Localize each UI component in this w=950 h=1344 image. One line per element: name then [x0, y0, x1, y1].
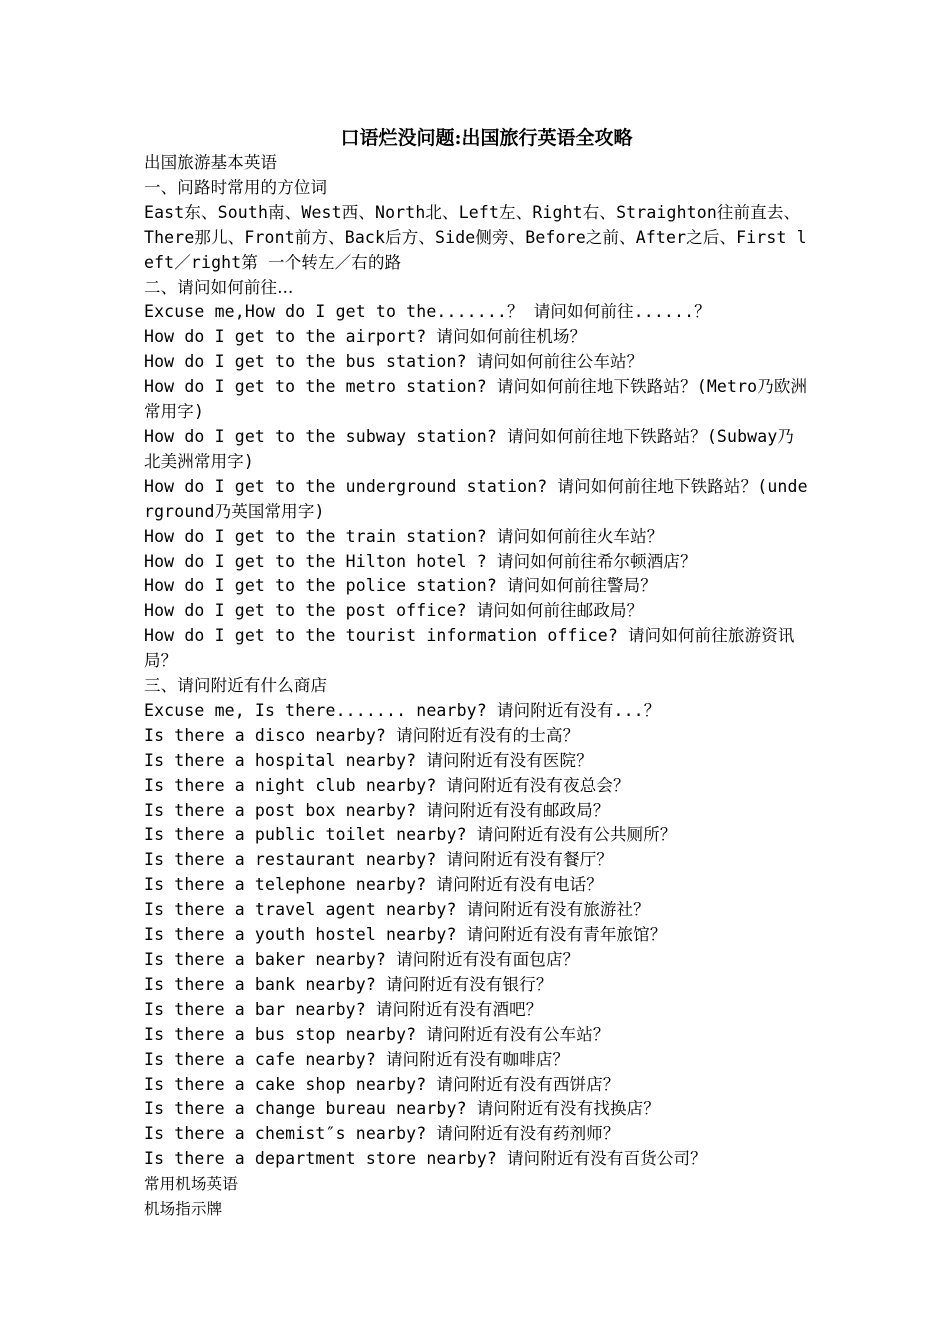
text-line: How do I get to the bus station? 请问如何前往公车站？	[144, 352, 644, 372]
text-line: How do I get to the tourist information office? 请问如何前往旅游资讯局？	[144, 626, 795, 671]
text-line: Is there a public toilet nearby? 请问附近有没有公共厕所？	[144, 825, 677, 845]
text-line: Is there a cake shop nearby? 请问附近有没有西饼店？	[144, 1074, 620, 1094]
text-line: Excuse me, Is there....... nearby? 请问附近有没有...？	[144, 700, 661, 720]
section-heading-directions: 一、问路时常用的方位词	[144, 177, 328, 197]
text-line: Is there a youth hostel nearby? 请问附近有没有青年旅馆？	[144, 925, 667, 945]
text-line: Is there a bus stop nearby? 请问附近有没有公车站？	[144, 1024, 610, 1044]
section-heading-basic: 出国旅游基本英语	[144, 153, 278, 172]
text-line: How do I get to the train station? 请问如何前往火车站？	[144, 526, 664, 546]
text-line: Excuse me,How do I get to the.......？ 请问如何前往......？	[144, 302, 711, 322]
direction-words-paragraph: East东、South南、West西、North北、Left左、Right右、Straighton往前直去、There那儿、Front前方、Back后方、Side侧旁、Before之前、After之后、First left／right第 一个转左／右的路	[144, 202, 807, 272]
text-line: How do I get to the Hilton hotel ? 请问如何前往希尔顿酒店？	[144, 551, 697, 571]
text-line: Is there a bank nearby? 请问附近有没有银行？	[144, 974, 553, 994]
text-line: Is there a post box nearby? 请问附近有没有邮政局？	[144, 800, 610, 820]
text-line: Is there a hospital nearby? 请问附近有没有医院？	[144, 750, 593, 770]
text-line: Is there a telephone nearby? 请问附近有没有电话？	[144, 875, 603, 895]
text-line: Is there a cafe nearby? 请问附近有没有咖啡店？	[144, 1049, 570, 1069]
text-line: Is there a baker nearby? 请问附近有没有面包店？	[144, 950, 580, 969]
text-line: Is there a disco nearby? 请问附近有没有的士高？	[144, 725, 580, 745]
text-line: How do I get to the airport? 请问如何前往机场？	[144, 327, 587, 347]
text-line: How do I get to the subway station? 请问如何前往地下铁路站？(Subway乃北美洲常用字)	[144, 426, 795, 471]
text-line: Is there a chemist″s nearby? 请问附近有没有药剂师？	[144, 1124, 620, 1144]
section-heading-how-to-get: 二、请问如何前往...	[144, 277, 294, 297]
document-page	[144, 125, 809, 1222]
text-line: How do I get to the underground station? 请问如何前往地下铁路站？(underground乃英国常用字)	[144, 476, 808, 521]
text-line: How do I get to the metro station? 请问如何前往地下铁路站？(Metro乃欧洲常用字)	[144, 377, 808, 422]
section-heading-airport-english: 常用机场英语	[144, 1175, 238, 1194]
section-heading-nearby-shops: 三、请问附近有什么商店	[144, 676, 328, 696]
text-line: How do I get to the police station? 请问如何前往警局？	[144, 576, 657, 596]
text-line: Is there a night club nearby? 请问附近有没有夜总会？	[144, 775, 630, 795]
text-line: Is there a bar nearby? 请问附近有没有酒吧？	[144, 999, 543, 1019]
text-line: How do I get to the post office? 请问如何前往邮政局？	[144, 601, 644, 621]
document-title: 口语烂没问题:出国旅行英语全攻略	[340, 127, 633, 149]
text-line: Is there a department store nearby? 请问附近有没有百货公司？	[144, 1149, 707, 1169]
text-line: Is there a travel agent nearby? 请问附近有没有旅游社？	[144, 900, 650, 920]
text-line: Is there a change bureau nearby? 请问附近有没有找换店？	[144, 1099, 660, 1119]
section-heading-airport-signs: 机场指示牌	[144, 1200, 223, 1219]
text-line: Is there a restaurant nearby? 请问附近有没有餐厅？	[144, 850, 614, 870]
